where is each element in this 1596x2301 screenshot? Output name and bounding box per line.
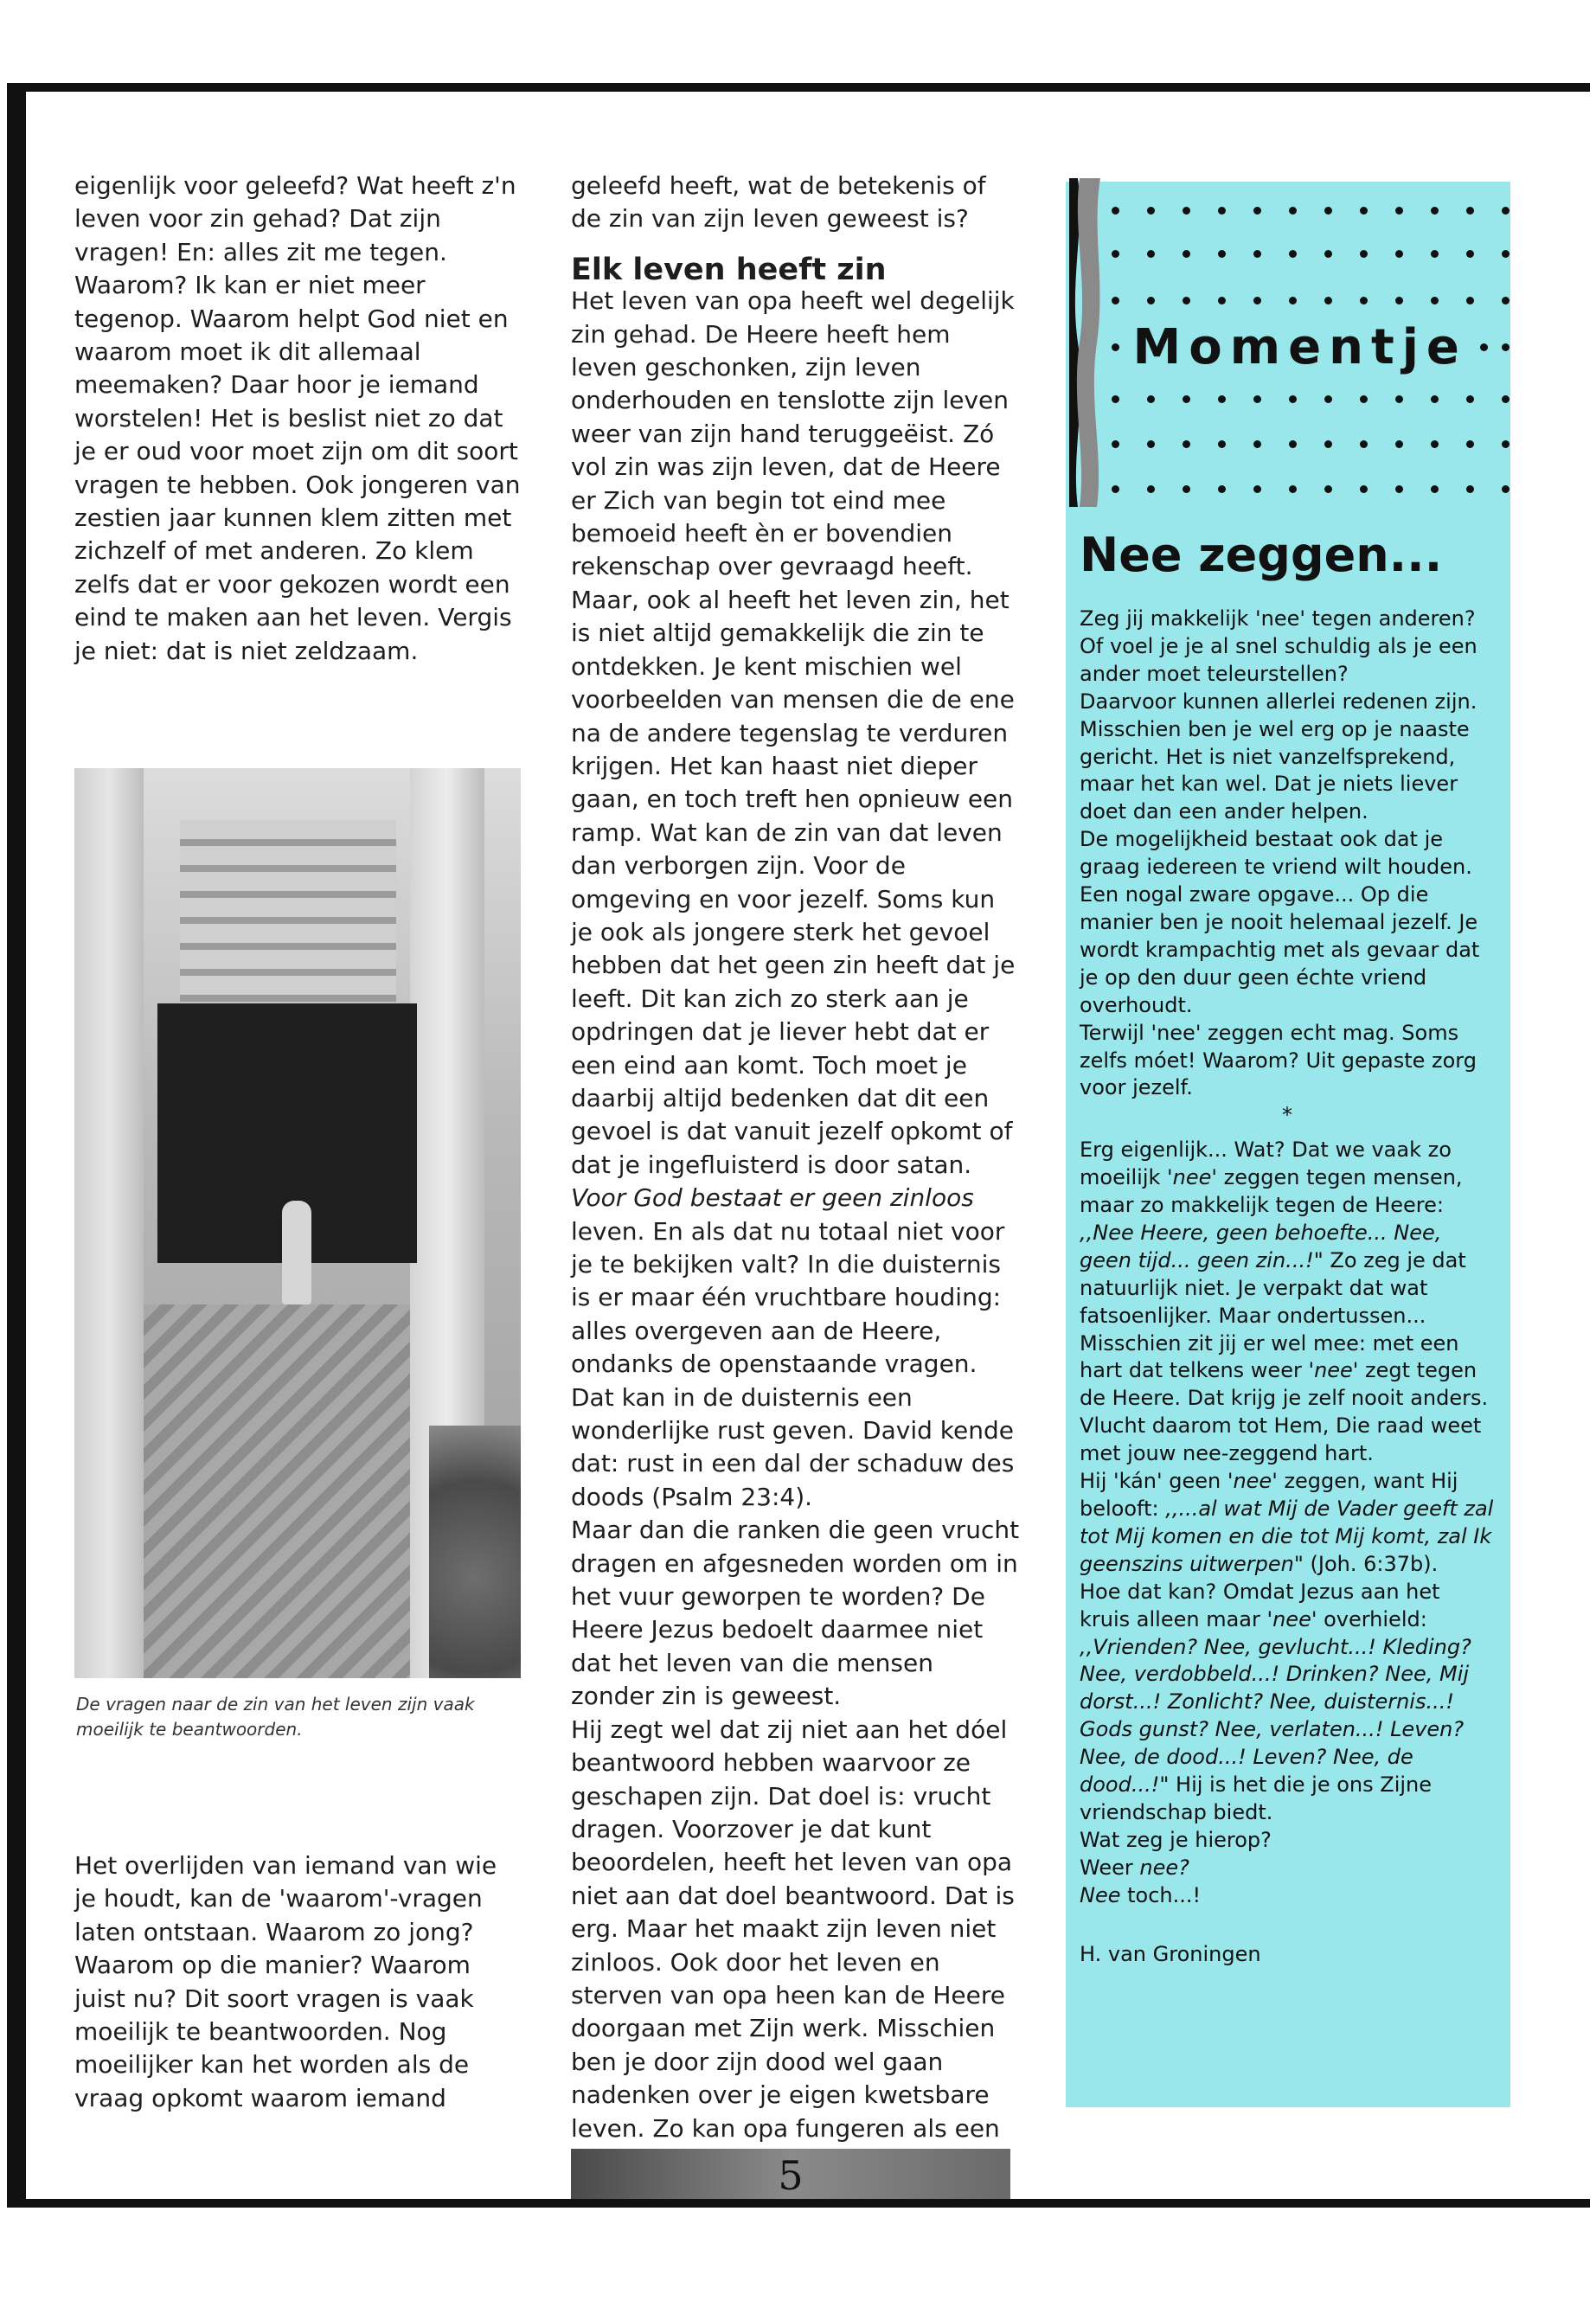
- text: leven. En als dat nu totaal niet voor je te bekijken valt? In die duisternis is er maar één vruchtbare houding: alles overgeven aan de Heere, ondanks de openstaande vragen. Dat kan in de duisternis een wonderlijke rust geven. David kende dat: rust in een dal der schaduw des doods (Psalm 23:4).: [571, 1216, 1015, 1511]
- paragraph: [1080, 1468, 1495, 1579]
- text: toch...!: [1127, 1882, 1202, 1907]
- italic-quote: ,,Vrienden? Nee, gevlucht...! Kleding? Nee, verdobbeld...! Drinken? Nee, Mij dorst...! Zonlicht? Nee, duisternis...! Gods gunst? Nee, verlaten...! Leven? Nee, de dood...! Leven? Nee, de dood...!": [1080, 1634, 1471, 1798]
- photo-bush: [429, 1426, 521, 1678]
- italic-text: Voor God bestaat er geen zinloos: [571, 1183, 974, 1213]
- page-frame-bottom: [7, 2199, 1590, 2208]
- paragraph: geleefd heeft, wat de betekenis of de zin van zijn leven geweest is?: [571, 171, 986, 234]
- text: zegt tegen de Heere. Dat krijg je zelf nooit anders. Vlucht daarom tot Hem, Die raad weet met jouw nee-zeggend hart.: [1080, 1358, 1489, 1466]
- text: Misschien zit jij er wel mee: met een hart dat telkens weer: [1080, 1330, 1459, 1383]
- dot-row: [1112, 478, 1509, 500]
- page-frame-top: [7, 83, 1590, 92]
- sidebar-title: Nee zeggen...: [1080, 528, 1443, 582]
- paragraph: [571, 1182, 1021, 1514]
- paragraph: Hij zegt wel dat zij niet aan het dóel beantwoord hebben waarvoor ze geschapen zijn. Dat doel is: vrucht dragen. Voorzover je dat kunt beoordelen, heeft het leven van opa niet aan dat doel beantwoord. Dat is erg. Maar het maakt zijn leven niet zinloos. Ook door het leven en sterven van opa heen kan de Heere doorgaan met Zijn werk. Misschien ben je door zijn dood wel gaan nadenken over je eigen kwetsbare leven. Zo kan opa fungeren als een: [571, 1715, 1015, 2143]
- text: Zo zeg je dat natuurlijk niet. Je verpakt dat wat fatsoenlijker. Maar ondertussen...: [1080, 1247, 1466, 1328]
- photo-building: [180, 820, 396, 1002]
- photo-caption: De vragen naar de zin van het leven zijn vaak moeilijk te beantwoorden.: [76, 1694, 475, 1740]
- paragraph: [1080, 1855, 1495, 1882]
- paragraph: [1080, 1882, 1495, 1910]
- photo-pillar-left: [74, 768, 144, 1678]
- text: (Joh. 6:37b).: [1310, 1551, 1439, 1576]
- column-2-text: [571, 170, 1021, 2178]
- column-1-top-text: [74, 170, 524, 668]
- paragraph: Maar dan die ranken die geen vrucht dragen en afgesneden worden om in het vuur geworpen te worden? De Heere Jezus bedoelt daarmee niet dat het leven van die mensen zonder zin is geweest.: [571, 1516, 1020, 1711]
- dot-row: [1112, 433, 1509, 455]
- text: overhield:: [1324, 1606, 1427, 1631]
- paragraph: [1080, 1330, 1495, 1469]
- paragraph: Wat zeg je hierop?: [1080, 1827, 1272, 1852]
- paragraph: [1080, 1579, 1495, 1827]
- italic-text: nee?: [1139, 1855, 1189, 1880]
- photo-paved-path: [144, 1304, 410, 1678]
- paragraph: Het leven van opa heeft wel degelijk zin gehad. De Heere heeft hem leven geschonken, zijn leven onderhouden en tenslotte zijn leven weer van zijn hand teruggeëist. Zó vol zin was zijn leven, dat de Heere er Zich van begin tot eind mee bemoeid heeft èn er bovendien rekenschap over gevraagd heeft. Maar, ook al heeft het leven zin, het is niet altijd gemakkelijk die zin te ontdekken. Je kent mischien wel voorbeelden van mensen die de ene na de andere tegenslag te verduren krijgen. Het kan haast niet dieper gaan, en toch treft hen opnieuw een ramp. Wat kan de zin van dat leven dan verborgen zijn. Voor de omgeving en voor jezelf. Soms kun je ook als jongere sterk het gevoel hebben dat het geen zin heeft dat je leeft. Dit kan zich zo sterk aan je opdringen dat je liever hebt dat er een eind aan komt. Toch moet je daarbij altijd bedenken dat dit een gevoel is dat vanuit jezelf opkomt of dat je ingefluisterd is door satan.: [571, 286, 1016, 1179]
- text: Hij is het die je ons Zijne vriendschap biedt.: [1080, 1772, 1432, 1824]
- text: Weer: [1080, 1855, 1133, 1880]
- paragraph: Zeg jij makkelijk 'nee' tegen anderen? Of voel je je al snel schuldig als je een ander moet teleurstellen?: [1080, 606, 1477, 686]
- text: Hij 'kán' geen: [1080, 1469, 1221, 1494]
- italic-text: Nee: [1080, 1882, 1121, 1907]
- italic-quote: ,,Nee Heere, geen behoefte... Nee, geen tijd... geen zin...!": [1080, 1220, 1442, 1272]
- dot-row: [1112, 388, 1509, 410]
- sidebar-text: [1080, 606, 1495, 1969]
- subheading: Elk leven heeft zin: [571, 252, 887, 287]
- dot-row: [1112, 289, 1509, 311]
- separator-star: *: [1282, 1103, 1292, 1128]
- page-number: 5: [778, 2152, 804, 2199]
- author-signature: H. van Groningen: [1080, 1941, 1261, 1966]
- italic-text: 'nee': [1266, 1606, 1317, 1631]
- page-frame-left: [7, 83, 26, 2208]
- section-label: Momentje: [1132, 318, 1467, 375]
- paragraph: De mogelijkheid bestaat ook dat je graag iedereen te vriend wilt houden. Een nogal zware opgave... Op die manier ben je nooit helemaal jezelf. Je wordt krampachtig met als gevaar dat je op den duur geen échte vriend overhoudt.: [1080, 827, 1480, 1017]
- ribbon-decoration: [1066, 178, 1107, 507]
- paragraph: Terwijl 'nee' zeggen echt mag. Soms zelfs móet! Waarom? Uit gepaste zorg voor jezelf.: [1080, 1020, 1477, 1100]
- italic-text: 'nee': [1227, 1469, 1278, 1494]
- text: Erg eigenlijk... Wat? Dat we vaak zo moeilijk: [1080, 1138, 1452, 1190]
- dot-row: [1112, 242, 1509, 265]
- paragraph: [1080, 1137, 1495, 1330]
- italic-quote: ,,...al wat Mij de Vader geeft zal tot Mij komen en die tot Mij komt, zal Ik geenszins uitwerpen": [1080, 1497, 1494, 1576]
- paragraph: eigenlijk voor geleefd? Wat heeft z'n leven voor zin gehad? Dat zijn vragen! En: alles zit me tegen. Waarom? Ik kan er niet meer tegenop. Waarom helpt God niet en waarom moet ik dit allemaal meemaken? Daar hoor je iemand worstelen! Het is beslist niet zo dat je er oud voor moet zijn om dit soort vragen te hebben. Ook jongeren van zestien jaar kunnen klem zitten met zichzelf of met anderen. Zo klem zelfs dat er voor gekozen wordt een eind te maken aan het leven. Vergis je niet: dat is niet zeldzaam.: [74, 171, 521, 665]
- text: zeggen tegen mensen, maar zo makkelijk tegen de Heere:: [1080, 1165, 1463, 1218]
- paragraph: Daarvoor kunnen allerlei redenen zijn. Misschien ben je wel erg op je naaste gericht. Het is niet vanzelfsprekend, maar het kan wel. Dat je niets liever doet dan een ander helpen.: [1080, 689, 1477, 824]
- column-1-bottom-text: [74, 1849, 524, 2115]
- paragraph: Het overlijden van iemand van wie je houdt, kan de 'waarom'-vragen laten ontstaan. Waarom zo jong? Waarom op die manier? Waarom juist nu? Dit soort vragen is vaak moeilijk te beantwoorden. Nog moeilijker kan het worden als de vraag opkomt waarom iemand: [74, 1851, 497, 2112]
- photo-child: [282, 1201, 311, 1304]
- page-number-bar: [571, 2149, 1010, 2199]
- dot-row: [1112, 199, 1509, 221]
- italic-text: 'nee': [1167, 1165, 1217, 1190]
- text: Hoe dat kan? Omdat Jezus aan het kruis alleen maar: [1080, 1579, 1440, 1631]
- text: zeggen, want Hij belooft:: [1080, 1469, 1458, 1521]
- article-photo: [74, 768, 521, 1678]
- italic-text: 'nee': [1308, 1358, 1359, 1383]
- momentje-label-row: [1112, 317, 1509, 377]
